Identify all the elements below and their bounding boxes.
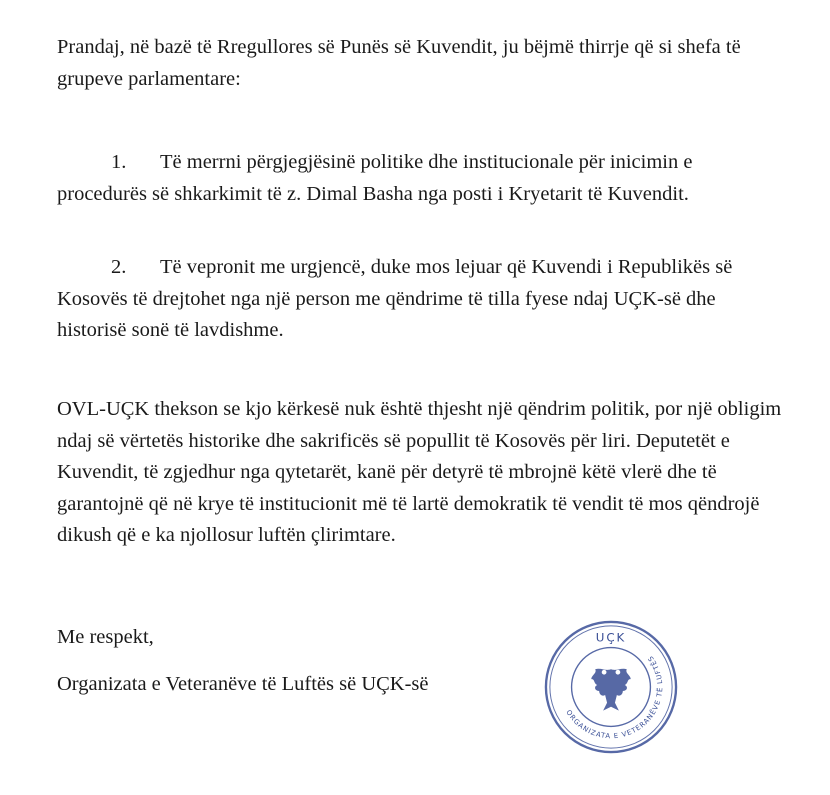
closing-salutation: Me respekt, bbox=[57, 626, 154, 648]
list-item-text: Të vepronit me urgjencë, duke mos lejuar që Kuvendi i Republikës së Kosovës të drejtohet nga një person me qëndrime të tilla fyese ndaj UÇK-së dhe historisë sonë të lavdishme. bbox=[57, 256, 733, 341]
list-item-number: 2. bbox=[111, 256, 127, 278]
list-item-text: Të merrni përgjegjësinë politike dhe institucionale për inicimin e procedurës së shkarkimit të z. Dimal Basha nga posti i Kryetarit të Kuvendit. bbox=[57, 151, 693, 205]
list-item-2 bbox=[57, 252, 787, 347]
intro-paragraph: Prandaj, në bazë të Rregullores së Punës së Kuvendit, ju bëjmë thirrje që si shefa të grupeve parlamentare: bbox=[57, 36, 741, 90]
seal-top-text: UÇK bbox=[595, 630, 627, 645]
seal-ring-text: ORGANIZATA E VETERANËVE TË LUFTËS bbox=[564, 653, 665, 741]
list-item-number: 1. bbox=[111, 151, 127, 173]
signature-organization: Organizata e Veteranëve të Luftës së UÇK-së bbox=[57, 673, 429, 695]
double-headed-eagle-icon bbox=[591, 669, 630, 711]
body-paragraph: OVL-UÇK thekson se kjo kërkesë nuk është thjesht një qëndrim politik, por një obligim ndaj së vërtetës historike dhe sakrificës së popullit të Kosovës për liri. Deputetët e Kuvendit, të zgjedhur nga qytetarët, kanë për detyrë të mbrojnë këtë vlerë dhe të garantojnë që në krye të institucionit më të lartë demokratik të vendit të mos qëndrojë dikush që e ka njollosur luftën çlirimtare. bbox=[57, 398, 782, 546]
list-item-1 bbox=[57, 147, 787, 210]
organization-seal-stamp bbox=[542, 618, 680, 756]
